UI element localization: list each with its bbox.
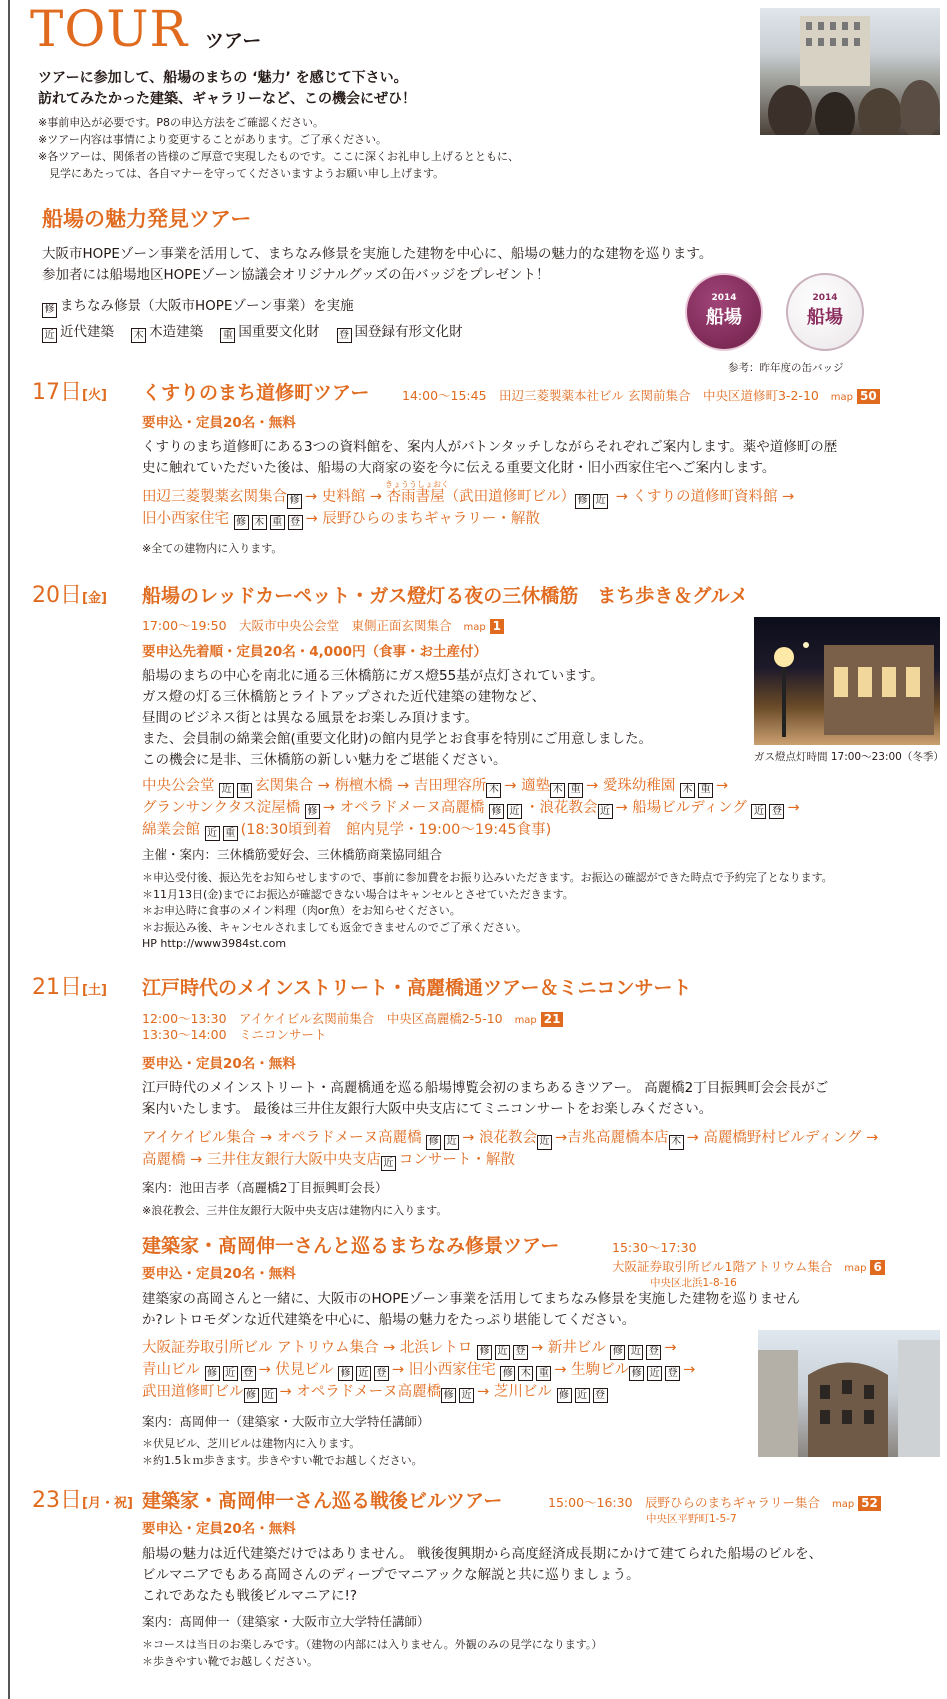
desc-line: くすりのまち道修町にある3つの資料館を、案内人がバトンタッチしながらそれぞれご案内します。薬や道修町の歴 [142, 439, 838, 455]
shu-mark-icon: 修 [500, 1366, 515, 1381]
event-description [142, 1544, 937, 1607]
route-stop: → 船場ビルディング [615, 799, 747, 816]
lead-line-1: ツアーに参加して、船場のまちの ‘魅力’ を感じて下さい。 [38, 70, 408, 86]
badge-image-purple [685, 273, 763, 351]
note-line: ＊11月13日(金)までにお振込が確認できない場合はキャンセルとさせていただきます。 [142, 887, 574, 901]
route-arrow: → [683, 1361, 696, 1378]
desc-line: 江戸時代のメインストリート・高麗橋通を巡る船場博覧会初のまちあるきツアー。 高麗橋2丁目振興町会会長がご [142, 1080, 829, 1096]
shu-mark-icon: 修 [610, 1345, 625, 1360]
event-route [142, 487, 922, 531]
header-note: ※ツアー内容は事情により変更することがあります。ご了承ください。 [38, 133, 388, 147]
tou-mark-icon: 登 [241, 1366, 256, 1381]
map-number-badge: 21 [541, 1012, 564, 1027]
tou-mark-icon: 登 [288, 515, 303, 530]
shu-mark-icon: 修 [489, 804, 504, 819]
route-line [142, 820, 932, 842]
date-dow: [火] [82, 388, 107, 403]
legend-label: 木造建築 [149, 323, 204, 340]
route-stop: 旧小西家住宅 [142, 510, 229, 527]
route-line [142, 1150, 937, 1172]
juu-mark-icon: 重 [223, 826, 238, 841]
intro-line: 参加者には船場地区HOPEゾーン協議会オリジナルグッズの缶バッジをプレゼント！ [42, 266, 550, 283]
event-requirement: 要申込・定員20名・無料 [142, 1266, 296, 1282]
shu-mark-icon: 修 [287, 494, 302, 509]
moku-mark-icon: 木 [550, 783, 565, 798]
map-number-badge: 6 [870, 1260, 884, 1275]
juu-mark-icon: 重 [270, 515, 285, 530]
event-time-text: 17:00〜19:50 大阪市中央公会堂 東側正面玄関集合 [142, 618, 452, 633]
badge-text: 船場 [807, 307, 843, 329]
route-stop: ・浪花教会 [525, 799, 598, 816]
legend-label: 国重要文化財 [238, 323, 320, 340]
shu-mark-icon: 修 [42, 303, 57, 318]
tou-mark-icon: 登 [665, 1366, 680, 1381]
tou-mark-icon: 登 [769, 804, 784, 819]
moku-mark-icon: 木 [486, 783, 501, 798]
kin-mark-icon: 近 [262, 1388, 277, 1403]
desc-line: 船場の魅力は近代建築だけではありません。 戦後復興期から高度経済成長期にかけて建てられた船場のビルを、 [142, 1546, 823, 1562]
juu-mark-icon: 重 [568, 783, 583, 798]
lead-line-2: 訪れてみたかった建築、ギャラリーなど、この機会にぜひ！ [38, 91, 416, 107]
event-description [142, 437, 922, 479]
hp-link[interactable]: HP http://www3984st.com [142, 937, 287, 950]
note-line: ＊お申込時に食事のメイン料理（肉or魚）をお知らせください。 [142, 904, 461, 917]
shu-mark-icon: 修 [205, 1366, 220, 1381]
event-title: 船場のレッドカーペット・ガス燈灯る夜の三休橋筋 まち歩き＆グルメ [142, 585, 749, 607]
legend-label: 近代建築 [60, 323, 114, 340]
event-description [142, 666, 742, 771]
shu-mark-icon: 修 [629, 1366, 644, 1381]
map-label: map [831, 1499, 855, 1510]
event-time [402, 388, 880, 404]
desc-line: 史に触れていただいた後は、船場の大商家の姿を今に伝える重要文化財・旧小西家住宅へご案内します。 [142, 459, 776, 476]
route-stop: → 伏見ビル [258, 1361, 334, 1378]
shu-mark-icon: 修 [477, 1345, 492, 1360]
route-line [142, 1338, 757, 1360]
event-requirement: 要申込・定員20名・無料 [142, 1521, 296, 1537]
event-time: 15:30〜17:30 [612, 1240, 697, 1255]
note-line: ＊お振込み後、キャンセルされましても返金できませんのでご了承ください。 [142, 920, 527, 934]
shu-mark-icon: 修 [557, 1388, 572, 1403]
header-note: ※各ツアーは、関係者の皆様のご厚意で実現したものです。ここに深くお礼申し上げるとともに、 [38, 150, 520, 164]
map-label: map [514, 1015, 537, 1026]
event-time-line: 13:30〜14:00 ミニコンサート [142, 1027, 327, 1043]
route-stop: アイケイビル集合 → オペラドメーヌ高麗橋 [142, 1130, 422, 1146]
kin-mark-icon: 近 [628, 1345, 643, 1360]
route-stop: 高麗橋 → 三井住友銀行大阪中央支店 [142, 1151, 381, 1168]
kin-mark-icon: 近 [444, 1135, 459, 1150]
kin-mark-icon: 近 [537, 1135, 552, 1150]
event-date [32, 1490, 133, 1512]
building-photo [758, 1330, 940, 1457]
event-address: 中央区北浜1-8-16 [650, 1277, 737, 1289]
shu-mark-icon: 修 [305, 804, 320, 819]
moku-mark-icon: 木 [669, 1135, 684, 1150]
route-stop: 青山ビル [142, 1361, 200, 1378]
shu-mark-icon: 修 [244, 1388, 259, 1403]
tou-mark-icon: 登 [646, 1345, 661, 1360]
event-date [32, 382, 107, 404]
event-title: 建築家・髙岡伸一さん巡る戦後ビルツアー [142, 1490, 503, 1512]
event-guide: 案内：髙岡伸一（建築家・大阪市立大学特任講師） [142, 1414, 430, 1429]
moku-mark-icon: 木 [518, 1366, 533, 1381]
event-guide: 案内：髙岡伸一（建築家・大阪市立大学特任講師） [142, 1614, 430, 1629]
route-stop: → 史料館 [305, 489, 366, 505]
event-guide: 案内：池田吉孝（高麗橋2丁目振興町会長） [142, 1180, 388, 1195]
event-note: ※浪花教会、三井住友銀行大阪中央支店は建物内に入ります。 [142, 1204, 448, 1217]
route-stop: 武田道修町ビル [142, 1383, 244, 1400]
event-sponsor: 主催・案内：三休橋筋愛好会、三休橋筋商業協同組合 [142, 847, 443, 862]
kin-mark-icon: 近 [593, 494, 608, 509]
route-stop: 田辺三菱製薬玄関集合 [142, 489, 287, 505]
photo-caption: ガス燈点灯時間 17:00〜23:00（冬季） [754, 751, 944, 763]
page-subtitle: ツアー [205, 30, 262, 52]
desc-line: ガス燈の灯る三休橋筋とライトアップされた近代建築の建物など、 [142, 688, 546, 705]
left-rule [8, 0, 10, 1699]
route-stop: グランサンクタス淀屋橋 [142, 799, 301, 816]
moku-mark-icon: 木 [131, 328, 146, 343]
badge-image-white [786, 273, 864, 351]
kin-mark-icon: 近 [751, 804, 766, 819]
intro-line: 大阪市HOPEゾーン事業を活用して、まちなみ修景を実施した建物を中心に、船場の魅力的な建物を巡ります。 [42, 246, 713, 262]
event-route [142, 1338, 757, 1403]
map-label: map [463, 622, 486, 633]
intro-text [42, 244, 812, 286]
kin-mark-icon: 近 [598, 804, 613, 819]
route-line [142, 1128, 937, 1150]
shu-mark-icon: 修 [575, 494, 590, 509]
map-number-badge: 52 [858, 1496, 881, 1511]
route-stop: 大阪証券取引所ビル アトリウム集合 → 北浜レトロ [142, 1340, 473, 1356]
route-arrow: → [715, 778, 729, 794]
note-line: ＊約1.5ｋｍ歩きます。歩きやすい靴でお越しください。 [142, 1453, 423, 1467]
legend [42, 296, 463, 343]
event-note: ※全ての建物内に入ります。 [142, 542, 283, 555]
kin-mark-icon: 近 [219, 783, 234, 798]
note-line: ＊コースは当日のお楽しみです。（建物の内部には入りません。外観のみの見学になります。） [142, 1638, 603, 1651]
route-stop: → 芝川ビル [477, 1383, 552, 1400]
map-number-badge: 50 [857, 389, 880, 404]
desc-line: 建築家の髙岡さんと一緒に、大阪市のHOPEゾーン事業を活用してまちなみ修景を実施した建物を巡りません [142, 1291, 801, 1307]
route-stop: → 旧小西家住宅 [391, 1361, 496, 1378]
event-requirement: 要申込・定員20名・無料 [142, 415, 296, 431]
route-stop: コンサート・解散 [398, 1151, 515, 1168]
route-stop: →吉兆高麗橋本店 [555, 1130, 669, 1146]
route-line [142, 1360, 757, 1382]
desc-line: また、会員制の綿業会館(重要文化財)の館内見学とお食事を特別にご用意しました。 [142, 730, 653, 747]
event-route [142, 776, 932, 841]
desc-line: 船場のまちの中心を南北に通る三休橋筋にガス燈55基が点灯されています。 [142, 668, 604, 684]
event-requirement: 要申込・定員20名・無料 [142, 1056, 296, 1072]
kin-mark-icon: 近 [647, 1366, 662, 1381]
route-line [142, 798, 932, 820]
desc-line: この機会に是非、三休橋筋の新しい魅力をご堪能ください。 [142, 751, 507, 768]
event-time-text: 15:00〜16:30 辰野ひらのまちギャラリー集合 [548, 1495, 821, 1510]
juu-mark-icon: 重 [536, 1366, 551, 1381]
event-title: 建築家・髙岡伸一さんと巡るまちなみ修景ツアー [142, 1235, 560, 1257]
kin-mark-icon: 近 [356, 1366, 371, 1381]
route-stop: → 生駒ビル [554, 1361, 630, 1378]
intro-title: 船場の魅力発見ツアー [42, 207, 252, 231]
route-arrow: → [664, 1340, 677, 1356]
date-day: 23日 [32, 1488, 82, 1513]
route-line [142, 487, 922, 509]
route-arrow: → [787, 799, 800, 816]
event-notes [142, 1637, 602, 1670]
legend-row-2 [42, 322, 463, 344]
route-stop: → 適塾 [504, 778, 551, 794]
juu-mark-icon: 重 [698, 783, 713, 798]
route-stop: → 愛珠幼稚園 [586, 778, 676, 794]
header-photo-building [760, 8, 940, 135]
event-time [142, 618, 504, 634]
map-number-badge: 1 [490, 619, 504, 634]
desc-line: ビルマニアでもある髙岡さんのディープでマニアックな解説と共に巡りましょう。 [142, 1566, 640, 1583]
header-note: 見学にあたっては、各自マナーを守ってくださいますようお願い申し上げます。 [38, 167, 445, 181]
badge-caption: 参考：昨年度の缶バッジ [728, 362, 844, 374]
event-notes [142, 870, 942, 953]
event-description [142, 1078, 932, 1120]
note-line: ＊歩きやすい靴でお越しください。 [142, 1654, 318, 1668]
route-stop: → 高麗橋野村ビルディング → [686, 1130, 879, 1146]
event-date [32, 585, 107, 607]
moku-mark-icon: 木 [252, 515, 267, 530]
route-stop: → 新井ビル [530, 1340, 606, 1356]
kin-mark-icon: 近 [223, 1366, 238, 1381]
route-line [142, 1382, 757, 1404]
route-stop: → 杏雨書屋（武田道修町ビル） [369, 489, 576, 505]
event-time [548, 1495, 881, 1511]
kin-mark-icon: 近 [495, 1345, 510, 1360]
event-notes [142, 1436, 423, 1469]
header-notes [38, 114, 519, 182]
route-line [142, 776, 932, 798]
route-stop: → オペラドメーヌ高麗橋 [322, 799, 485, 816]
event-requirement: 要申込先着順・定員20名・4,000円（食事・お土産付） [142, 644, 487, 660]
event-time [142, 1011, 563, 1044]
juu-mark-icon: 重 [237, 783, 252, 798]
note-line: ＊申込受付後、振込先をお知らせしますので、事前に参加費をお振り込みいただきます。お振込の確認ができた時点で予約完了となります。 [142, 871, 833, 884]
date-day: 17日 [32, 380, 82, 405]
event-route [142, 1128, 937, 1172]
date-day: 21日 [32, 975, 82, 1000]
event-time-text: 12:00〜13:30 アイケイビル玄関前集合 中央区高麗橋2-5-10 [142, 1011, 503, 1026]
tou-mark-icon: 登 [374, 1366, 389, 1381]
kin-mark-icon: 近 [205, 826, 220, 841]
shu-mark-icon: 修 [234, 515, 249, 530]
date-dow: [月・祝] [82, 1496, 133, 1511]
shu-mark-icon: 修 [426, 1135, 441, 1150]
map-label: map [830, 392, 853, 403]
route-line [142, 509, 922, 531]
event-place [612, 1259, 885, 1275]
route-stop: 綿業会館 [142, 821, 200, 838]
route-stop: → オペラドメーヌ高麗橋 [279, 1383, 442, 1400]
gaslight-photo [754, 617, 940, 745]
event-time-line [142, 1011, 563, 1027]
desc-line: これであなたも戦後ビルマニアに!? [142, 1587, 358, 1604]
desc-line: 案内いたします。 最後は三井住友銀行大阪中央支店にてミニコンサートをお楽しみください。 [142, 1100, 713, 1117]
event-title: 江戸時代のメインストリート・高麗橋通ツアー＆ミニコンサート [142, 977, 692, 999]
kin-mark-icon: 近 [575, 1388, 590, 1403]
legend-label: まちなみ修景（大阪市HOPEゾーン事業）を実施 [60, 298, 354, 314]
date-day: 20日 [32, 583, 82, 608]
shu-mark-icon: 修 [441, 1388, 456, 1403]
badge-year: 2014 [812, 293, 838, 304]
route-stop: 中央公会堂 [142, 778, 215, 794]
lead-text [38, 68, 738, 110]
badge-text: 船場 [706, 307, 742, 329]
event-time-text: 14:00〜15:45 田辺三菱製薬本社ビル 玄関前集合 中央区道修町3-2-10 [402, 388, 819, 403]
page-title: TOUR [30, 0, 189, 58]
event-description [142, 1289, 932, 1331]
kin-mark-icon: 近 [459, 1388, 474, 1403]
kin-mark-icon: 近 [507, 804, 522, 819]
event-address: 中央区平野町1-5-7 [646, 1513, 737, 1525]
note-line: ＊伏見ビル、芝川ビルは建物内に入ります。 [142, 1437, 361, 1450]
kin-mark-icon: 近 [42, 328, 57, 343]
tou-mark-icon: 登 [513, 1345, 528, 1360]
ruby-text: きょううしょおく [385, 480, 449, 489]
header-note: ※事前申込が必要です。P8の申込方法をご確認ください。 [38, 116, 324, 129]
route-stop: → 浪花教会 [462, 1130, 537, 1146]
tou-mark-icon: 登 [593, 1388, 608, 1403]
event-title: くすりのまち道修町ツアー [142, 382, 370, 404]
date-dow: [土] [82, 983, 107, 998]
date-dow: [金] [82, 591, 107, 606]
moku-mark-icon: 木 [680, 783, 695, 798]
route-stop: → 辰野ひらのまちギャラリー・解散 [305, 510, 540, 527]
badge-year: 2014 [711, 293, 737, 304]
legend-label: 国登録有形文化財 [354, 323, 463, 340]
tou-mark-icon: 登 [337, 328, 352, 343]
event-date [32, 977, 107, 999]
juu-mark-icon: 重 [220, 328, 235, 343]
shu-mark-icon: 修 [338, 1366, 353, 1381]
map-label: map [844, 1263, 867, 1274]
desc-line: か?レトロモダンな近代建築を中心に、船場の魅力をたっぷり堪能してください。 [142, 1311, 636, 1328]
event-place-text: 大阪証券取引所ビル1階アトリウム集合 [612, 1259, 833, 1274]
kin-mark-icon: 近 [381, 1156, 396, 1171]
route-stop: (18:30頃到着 館内見学・19:00〜19:45食事) [240, 821, 552, 838]
legend-row-1 [42, 296, 463, 318]
route-stop: → くすりの道修町資料館 → [615, 489, 795, 505]
desc-line: 昼間のビジネス街とは異なる風景をお楽しみ頂けます。 [142, 709, 479, 726]
route-stop: 玄関集合 → 栴檀木橋 → 吉田理容所 [255, 778, 487, 794]
